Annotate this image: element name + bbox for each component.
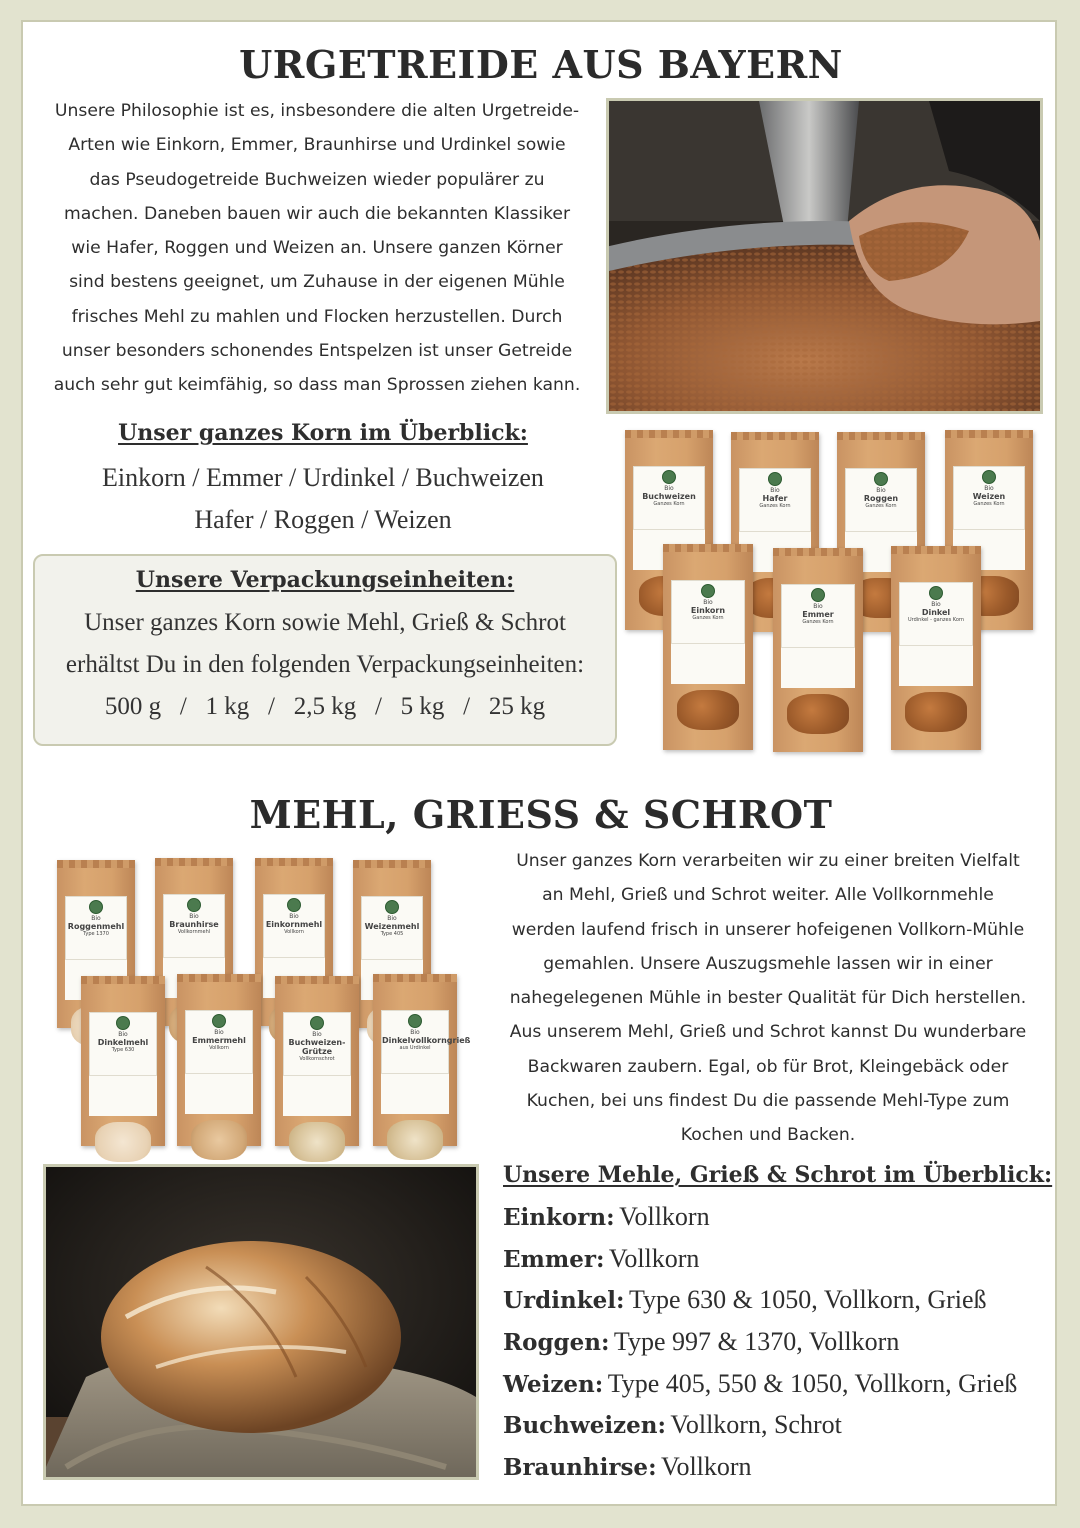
text-line: Aus unserem Mehl, Grieß und Schrot kannst Du wunderbare xyxy=(509,1022,1027,1043)
bag-sub: Urdinkel - ganzes Korn xyxy=(907,617,965,623)
text-line: Unsere Philosophie ist es, insbesondere die alten Urgetreide- xyxy=(54,101,580,121)
text-line: sind bestens geeignet, um Zuhause in der eigenen Mühle xyxy=(69,272,565,293)
item-name: Buchweizen: xyxy=(503,1412,666,1440)
item-name: Roggen: xyxy=(503,1329,610,1357)
text-line: gemahlen. Unsere Auszugsmehle lassen wir in einer xyxy=(543,953,993,974)
bag-sub: Ganzes Korn xyxy=(653,501,685,507)
bag-name: Emmermehl xyxy=(192,1036,246,1045)
section-title-mehl: MEHL, GRIESS & SCHROT xyxy=(249,792,833,837)
bag-name: Einkorn xyxy=(690,606,726,615)
text-line: werden laufend frisch in unserer hofeigenen Vollkorn-Mühle xyxy=(511,919,1025,940)
text-line: unser besonders schonendes Entspelzen ist unser Getreide xyxy=(61,341,573,362)
bag-name: Einkornmehl xyxy=(265,920,323,929)
item-value: Type 997 & 1370, Vollkorn xyxy=(613,1327,900,1357)
text-line: nahegelegenen Mühle in bester Qualität für Dich herstellen. xyxy=(509,988,1027,1009)
bag-emmer: Bio Emmer Ganzes Korn xyxy=(773,548,863,752)
text-line: das Pseudogetreide Buchweizen wieder populärer zu xyxy=(89,169,545,190)
item-name: Urdinkel: xyxy=(503,1287,625,1315)
flour-item xyxy=(503,1279,1053,1321)
flour-item xyxy=(503,1238,1053,1280)
packaging-units-box xyxy=(33,554,617,746)
bag-sub: Type 1370 xyxy=(83,931,109,937)
flour-item xyxy=(503,1321,1053,1363)
bag-emmermehl: Bio Emmermehl Vollkorn xyxy=(177,974,261,1146)
flour-bags-photo xyxy=(53,856,473,1156)
packaging-text-line: Unser ganzes Korn sowie Mehl, Grieß & Schrot xyxy=(84,609,566,636)
item-name: Emmer: xyxy=(503,1245,605,1273)
flour-item xyxy=(503,1363,1053,1405)
bag-weizen: Bio Weizen Ganzes Korn xyxy=(945,430,1033,630)
bag-dinkelvollkorngriess: Bio Dinkelvollkorngrieß aus Urdinkel xyxy=(373,974,457,1146)
text-line: frisches Mehl zu mahlen und Flocken herzustellen. Durch xyxy=(71,306,563,327)
flour-item xyxy=(503,1196,1053,1238)
bag-sub: Ganzes Korn xyxy=(865,503,897,509)
bag-name: Dinkelmehl xyxy=(97,1038,149,1047)
packaging-units-heading: Unsere Verpackungseinheiten: xyxy=(135,567,515,593)
bag-name: Braunhirse xyxy=(169,920,219,929)
bag-einkornmehl: Bio Einkornmehl Vollkorn xyxy=(255,858,333,1026)
item-value: Vollkorn xyxy=(619,1202,710,1231)
bag-sub: Vollkornmehl xyxy=(177,929,211,935)
item-value: Type 630 & 1050, Vollkorn, Grieß xyxy=(628,1285,987,1315)
bag-buchweizen-gruetze: Bio Buchweizen-Grütze Vollkornschrot xyxy=(275,976,359,1146)
bag-name: Dinkelvollkorngrieß xyxy=(382,1036,471,1045)
item-value: Vollkorn xyxy=(608,1243,700,1273)
item-value: Vollkorn, Schrot xyxy=(670,1410,842,1440)
packaging-sizes: 500 g / 1 kg / 2,5 kg / 5 kg / 25 kg xyxy=(104,693,546,720)
packaging-text-line: erhältst Du in den folgenden Verpackungseinheiten: xyxy=(65,651,585,678)
bag-roggenmehl: Bio Roggenmehl Type 1370 xyxy=(57,860,135,1028)
bag-dinkelmehl: Bio Dinkelmehl Type 630 xyxy=(81,976,165,1146)
flour-overview xyxy=(503,1158,1053,1488)
bag-name: Buchweizen-Grütze xyxy=(288,1038,346,1056)
intro-text-mehl xyxy=(483,844,1053,1153)
grain-in-hands-photo xyxy=(606,98,1043,414)
text-line: Unser ganzes Korn verarbeiten wir zu einer breiten Vielfalt xyxy=(516,851,1020,871)
whole-grain-overview-heading: Unser ganzes Korn im Überblick: xyxy=(118,420,528,446)
bread-photo xyxy=(43,1164,479,1480)
flour-overview-heading: Unsere Mehle, Grieß & Schrot im Überblick: xyxy=(503,1162,1053,1188)
bag-sub: Ganzes Korn xyxy=(802,619,834,625)
flour-item xyxy=(503,1446,1053,1488)
item-name: Braunhirse: xyxy=(503,1454,657,1482)
whole-grain-overview-line: Hafer / Roggen / Weizen xyxy=(194,505,452,534)
bag-sub: aus Urdinkel xyxy=(399,1045,431,1051)
item-name: Weizen: xyxy=(503,1370,604,1398)
bag-name: Emmer xyxy=(802,610,834,619)
text-line: wie Hafer, Roggen und Weizen an. Unsere ganzen Körner xyxy=(71,238,563,259)
flour-overview-list xyxy=(503,1196,1053,1488)
bag-roggen: Bio Roggen Ganzes Korn xyxy=(837,432,925,632)
bag-dinkel: Bio Dinkel Urdinkel - ganzes Korn xyxy=(891,546,981,750)
text-line: auch sehr gut keimfähig, so dass man Sprossen ziehen kann. xyxy=(53,375,581,396)
bag-sub: Type 405 xyxy=(380,931,404,937)
bag-name: Roggen xyxy=(863,494,899,503)
text-line: Kochen und Backen. xyxy=(680,1125,856,1146)
bag-sub: Vollkorn xyxy=(284,929,304,935)
item-value: Type 405, 550 & 1050, Vollkorn, Grieß xyxy=(607,1368,1018,1398)
bag-hafer: Bio Hafer Ganzes Korn xyxy=(731,432,819,632)
bag-sub: Type 630 xyxy=(111,1047,135,1053)
text-line: an Mehl, Grieß und Schrot weiter. Alle Vollkornmehle xyxy=(542,885,994,906)
item-value: Vollkorn xyxy=(661,1452,752,1482)
bag-sub: Ganzes Korn xyxy=(759,503,791,509)
text-line: Arten wie Einkorn, Emmer, Braunhirse und Urdinkel sowie xyxy=(68,135,566,156)
text-line: machen. Daneben bauen wir auch die bekannten Klassiker xyxy=(63,203,571,224)
whole-grain-overview-line: Einkorn / Emmer / Urdinkel / Buchweizen xyxy=(102,463,544,492)
bag-sub: Vollkornschrot xyxy=(299,1056,335,1062)
bag-name: Buchweizen xyxy=(642,492,696,501)
page xyxy=(21,20,1057,1506)
bag-sub: Ganzes Korn xyxy=(692,615,724,621)
whole-grain-bags-photo xyxy=(623,426,1043,756)
bag-braunhirse: Bio Braunhirse Vollkornmehl xyxy=(155,858,233,1026)
intro-text-urgetreide xyxy=(31,94,603,403)
bag-name: Hafer xyxy=(762,494,788,503)
bag-einkorn: Bio Einkorn Ganzes Korn xyxy=(663,544,753,750)
bag-name: Weizenmehl xyxy=(364,922,420,931)
bag-weizenmehl: Bio Weizenmehl Type 405 xyxy=(353,860,431,1028)
bag-name: Dinkel xyxy=(921,608,951,617)
flour-item xyxy=(503,1404,1053,1446)
bag-sub: Vollkorn xyxy=(209,1045,229,1051)
bag-name: Weizen xyxy=(972,492,1006,501)
bag-buchweizen: Bio Buchweizen Ganzes Korn xyxy=(625,430,713,630)
item-name: Einkorn: xyxy=(503,1204,615,1231)
text-line: Backwaren zaubern. Egal, ob für Brot, Kleingebäck oder xyxy=(527,1056,1009,1077)
section-title-urgetreide: URGETREIDE AUS BAYERN xyxy=(239,42,843,87)
bag-sub: Ganzes Korn xyxy=(973,501,1005,507)
bag-name: Roggenmehl xyxy=(67,922,125,931)
text-line: Kuchen, bei uns findest Du die passende Mehl-Type zum xyxy=(526,1091,1010,1112)
